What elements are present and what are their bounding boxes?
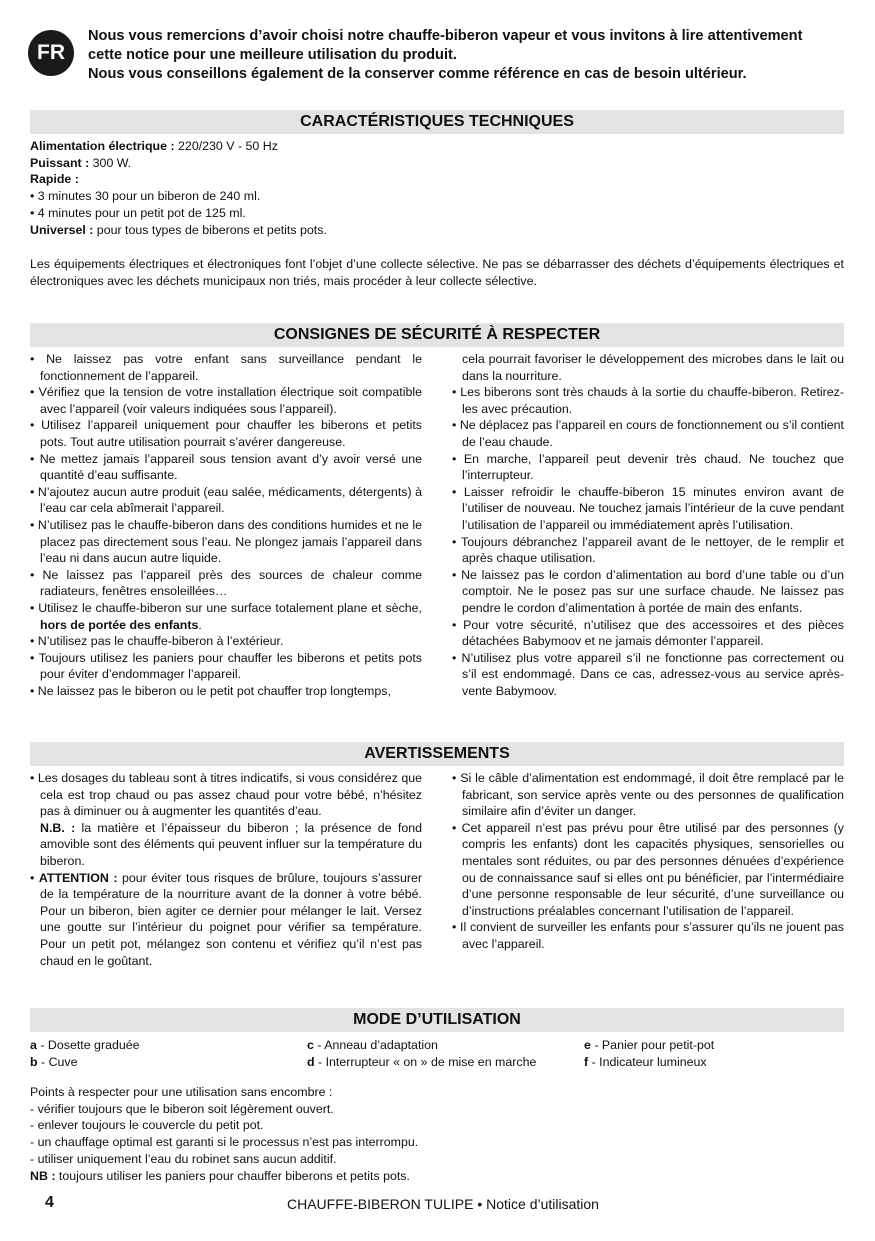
part-item <box>307 1054 577 1071</box>
securite-left-column <box>30 351 422 699</box>
list-item-continuation: cela pourrait favoriser le développement des microbes dans le lait ou dans la nourriture. <box>462 352 844 383</box>
intro-line: Nous vous conseillons également de la conserver comme référence en cas de besoin ultérieur. <box>88 66 747 82</box>
specs-list <box>30 138 844 238</box>
usage-point: - vérifier toujours que le biberon soit légèrement ouvert. <box>30 1101 334 1116</box>
section-title-securite: CONSIGNES DE SÉCURITÉ À RESPECTER <box>30 323 844 347</box>
spec-value: 300 W. <box>89 155 132 170</box>
nb-label: N.B. : <box>40 820 76 835</box>
list-item <box>30 870 422 970</box>
part-label: - Dosette graduée <box>36 1038 140 1052</box>
parts-column-3 <box>584 1037 844 1070</box>
item-text: . <box>198 617 202 632</box>
intro-line: Nous vous remercions d’avoir choisi notre chauffe-biberon vapeur et vous invitons à lire attentivement <box>88 28 803 44</box>
list-item <box>30 770 422 870</box>
list-item: • N’ajoutez aucun autre produit (eau salée, médicaments, détergents) à l’eau car cela abîmerait l’appareil. <box>30 484 422 516</box>
list-item <box>30 600 422 633</box>
list-item: • Ne laissez pas votre enfant sans surveillance pendant le fonctionnement de l’appareil. <box>30 352 422 383</box>
spec-rapide-item: • 4 minutes pour un petit pot de 125 ml. <box>30 205 246 220</box>
page-number: 4 <box>45 1194 54 1211</box>
item-text: • Utilisez le chauffe-biberon sur une surface totalement plane et sèche, <box>30 600 422 615</box>
usage-intro: Points à respecter pour une utilisation sans encombre : <box>30 1085 333 1099</box>
section-title-avertissements: AVERTISSEMENTS <box>30 742 844 766</box>
usage-nb <box>30 1168 844 1185</box>
part-key: e <box>584 1038 591 1052</box>
list-item: • Toujours débranchez l’appareil avant de le nettoyer, de le remplir et après chaque utilisation. <box>452 534 844 566</box>
attention-label: ATTENTION : <box>38 870 118 885</box>
part-item <box>30 1037 290 1054</box>
part-key: d <box>307 1054 315 1069</box>
list-item: • En marche, l’appareil peut devenir très chaud. Ne touchez que l’interrupteur. <box>452 451 844 483</box>
intro-text <box>88 27 848 84</box>
bullet: • <box>30 870 39 885</box>
list-item: • Ne laissez pas l’appareil près des sources de chaleur comme radiateurs, fenêtres ensoleillées… <box>30 567 422 599</box>
avertissements-left-column <box>30 770 422 969</box>
list-item: • N’utilisez plus votre appareil s’il ne fonctionne pas correctement ou s’il est endommagé. Dans ce cas, adressez-vous au service après-vente Babymoov. <box>452 650 844 698</box>
parts-column-1 <box>30 1037 290 1070</box>
part-key: f <box>584 1054 589 1069</box>
language-badge: FR <box>28 30 74 76</box>
spec-label: Rapide : <box>30 172 79 187</box>
list-item: • Si le câble d’alimentation est endommagé, il doit être remplacé par le fabricant, son service après vente ou des personnes de qualification similaire afin d’éviter un danger. <box>452 771 844 819</box>
part-label: - Interrupteur « on » de mise en marche <box>314 1054 537 1069</box>
list-item: • Cet appareil n’est pas prévu pour être utilisé par des personnes (y compris les enfants) dont les capacités physiques, sensorielles ou mentales sont réduites, ou par des personnes dénuées d’expérience ou de connaissance sauf si elles ont pu bénéficier, par l’intermédiaire d’une personne responsable de leur sécurité, d’une surveillance ou d’instructions préalables concernant l’utilisation de l’appareil. <box>452 820 844 918</box>
securite-right-column <box>452 351 844 699</box>
spec-value: pour tous types de biberons et petits pots. <box>93 222 327 237</box>
item-emphasis: hors de portée des enfants <box>40 617 199 632</box>
part-item <box>30 1054 290 1071</box>
spec-label: Universel : <box>30 222 94 237</box>
usage-points <box>30 1084 844 1184</box>
spec-universel <box>30 222 844 239</box>
list-item: • Les biberons sont très chauds à la sortie du chauffe-biberon. Retirez-les avec précaution. <box>452 385 844 416</box>
spec-rapide-item: • 3 minutes 30 pour un biberon de 240 ml. <box>30 189 261 204</box>
parts-column-2 <box>307 1037 577 1070</box>
part-item <box>584 1037 844 1054</box>
list-item: • Utilisez l’appareil uniquement pour chauffer les biberons et petits pots. Tout autre utilisation pourrait s’avérer dangereuse. <box>30 418 422 449</box>
part-label: - Indicateur lumineux <box>588 1054 707 1069</box>
spec-value: 220/230 V - 50 Hz <box>174 139 278 153</box>
item-text: • Les dosages du tableau sont à titres indicatifs, si vous considérez que cela est trop chaud ou pas assez chaud pour votre bébé, n’hésitez pas à diminuer ou à augmenter les quantités d’eau. <box>30 771 422 819</box>
list-item: • N’utilisez pas le chauffe-biberon dans des conditions humides et ne le placez pas directement sous l’eau. Ne plongez jamais l’appareil dans l’eau ni dans aucun autre liquide. <box>30 517 422 566</box>
list-item: • Toujours utilisez les paniers pour chauffer les biberons et petits pots pour éviter d’endommager l’appareil. <box>30 650 422 682</box>
part-key: c <box>307 1038 314 1052</box>
part-label: - Panier pour petit-pot <box>590 1038 715 1052</box>
list-item: • Ne déplacez pas l’appareil en cours de fonctionnement ou s’il contient de l’eau chaude. <box>452 418 844 449</box>
spec-rapide <box>30 171 844 188</box>
avertissements-right-column <box>452 770 844 953</box>
nb-text: toujours utiliser les paniers pour chauffer biberons et petits pots. <box>55 1168 410 1183</box>
item-text: pour éviter tous risques de brûlure, toujours s’assurer de la température de la nourriture avant de la donner à votre bébé. Pour un biberon, bien agiter ce dernier pour mélanger le lait. Versez une goutte sur l’intérieur du poignet pour vérifier sa température. Pour un petit pot, mélangez son contenu et vérifiez qu’il n’est pas chaud en le goûtant. <box>40 870 423 968</box>
collecte-paragraph: Les équipements électriques et électroniques font l’objet d’une collecte sélective. Ne pas se débarrasser des déchets d’équipements électriques et électroniques avec les déchets municipaux non triés, mais procéder à leur collecte sélective. <box>30 257 844 288</box>
list-item: • Laisser refroidir le chauffe-biberon 15 minutes environ avant de l’utiliser de nouveau. Ne touchez jamais l’intérieur de la cuve pendant l’utilisation de l’appareil ou immédiatement après l’utilisation. <box>452 484 844 532</box>
spec-puissant <box>30 155 844 172</box>
part-key: b <box>30 1054 38 1069</box>
part-key: a <box>30 1038 37 1052</box>
footer-title: CHAUFFE-BIBERON TULIPE • Notice d’utilisation <box>287 1196 599 1212</box>
list-item: • N’utilisez pas le chauffe-biberon à l’extérieur. <box>30 634 284 649</box>
usage-point: - enlever toujours le couvercle du petit pot. <box>30 1118 264 1133</box>
usage-point: - un chauffage optimal est garanti si le processus n’est pas interrompu. <box>30 1135 419 1150</box>
spec-alimentation <box>30 138 844 155</box>
part-item <box>307 1037 577 1054</box>
section-title-mode: MODE D’UTILISATION <box>30 1008 844 1032</box>
list-item: • Ne laissez pas le cordon d’alimentation au bord d’une table ou d’un comptoir. Ne le posez pas sur une surface chaude. Ne laissez pas pendre le cordon d’alimentation à portée de main des enfants. <box>452 567 844 615</box>
nb-label: NB : <box>30 1168 56 1183</box>
list-item: • Ne mettez jamais l’appareil sous tension avant d’y avoir versé une quantité d’eau suffisante. <box>30 451 422 483</box>
part-item <box>584 1054 844 1071</box>
list-item: • Ne laissez pas le biberon ou le petit pot chauffer trop longtemps, <box>30 683 391 698</box>
list-item: • Vérifiez que la tension de votre installation électrique soit compatible avec l’appareil (voir valeurs indiquées sous l’appareil). <box>30 385 422 416</box>
spec-label: Puissant : <box>30 155 90 170</box>
item-text: la matière et l’épaisseur du biberon ; la présence de fond amovible sont des éléments qui peuvent influer sur la température du biberon. <box>40 820 422 868</box>
spec-label: Alimentation électrique : <box>30 139 175 153</box>
list-item: • Pour votre sécurité, n’utilisez que des accessoires et des pièces détachées Babymoov et ne jamais démonter l’appareil. <box>452 617 844 649</box>
usage-point: - utiliser uniquement l’eau du robinet sans aucun additif. <box>30 1151 337 1166</box>
list-item: • Il convient de surveiller les enfants pour s’assurer qu’ils ne jouent pas avec l’appareil. <box>452 920 844 951</box>
part-label: - Anneau d’adaptation <box>313 1038 438 1052</box>
intro-line: cette notice pour une meilleure utilisation du produit. <box>88 47 457 63</box>
section-title-caracteristiques: CARACTÉRISTIQUES TECHNIQUES <box>30 110 844 134</box>
part-label: - Cuve <box>37 1054 78 1069</box>
